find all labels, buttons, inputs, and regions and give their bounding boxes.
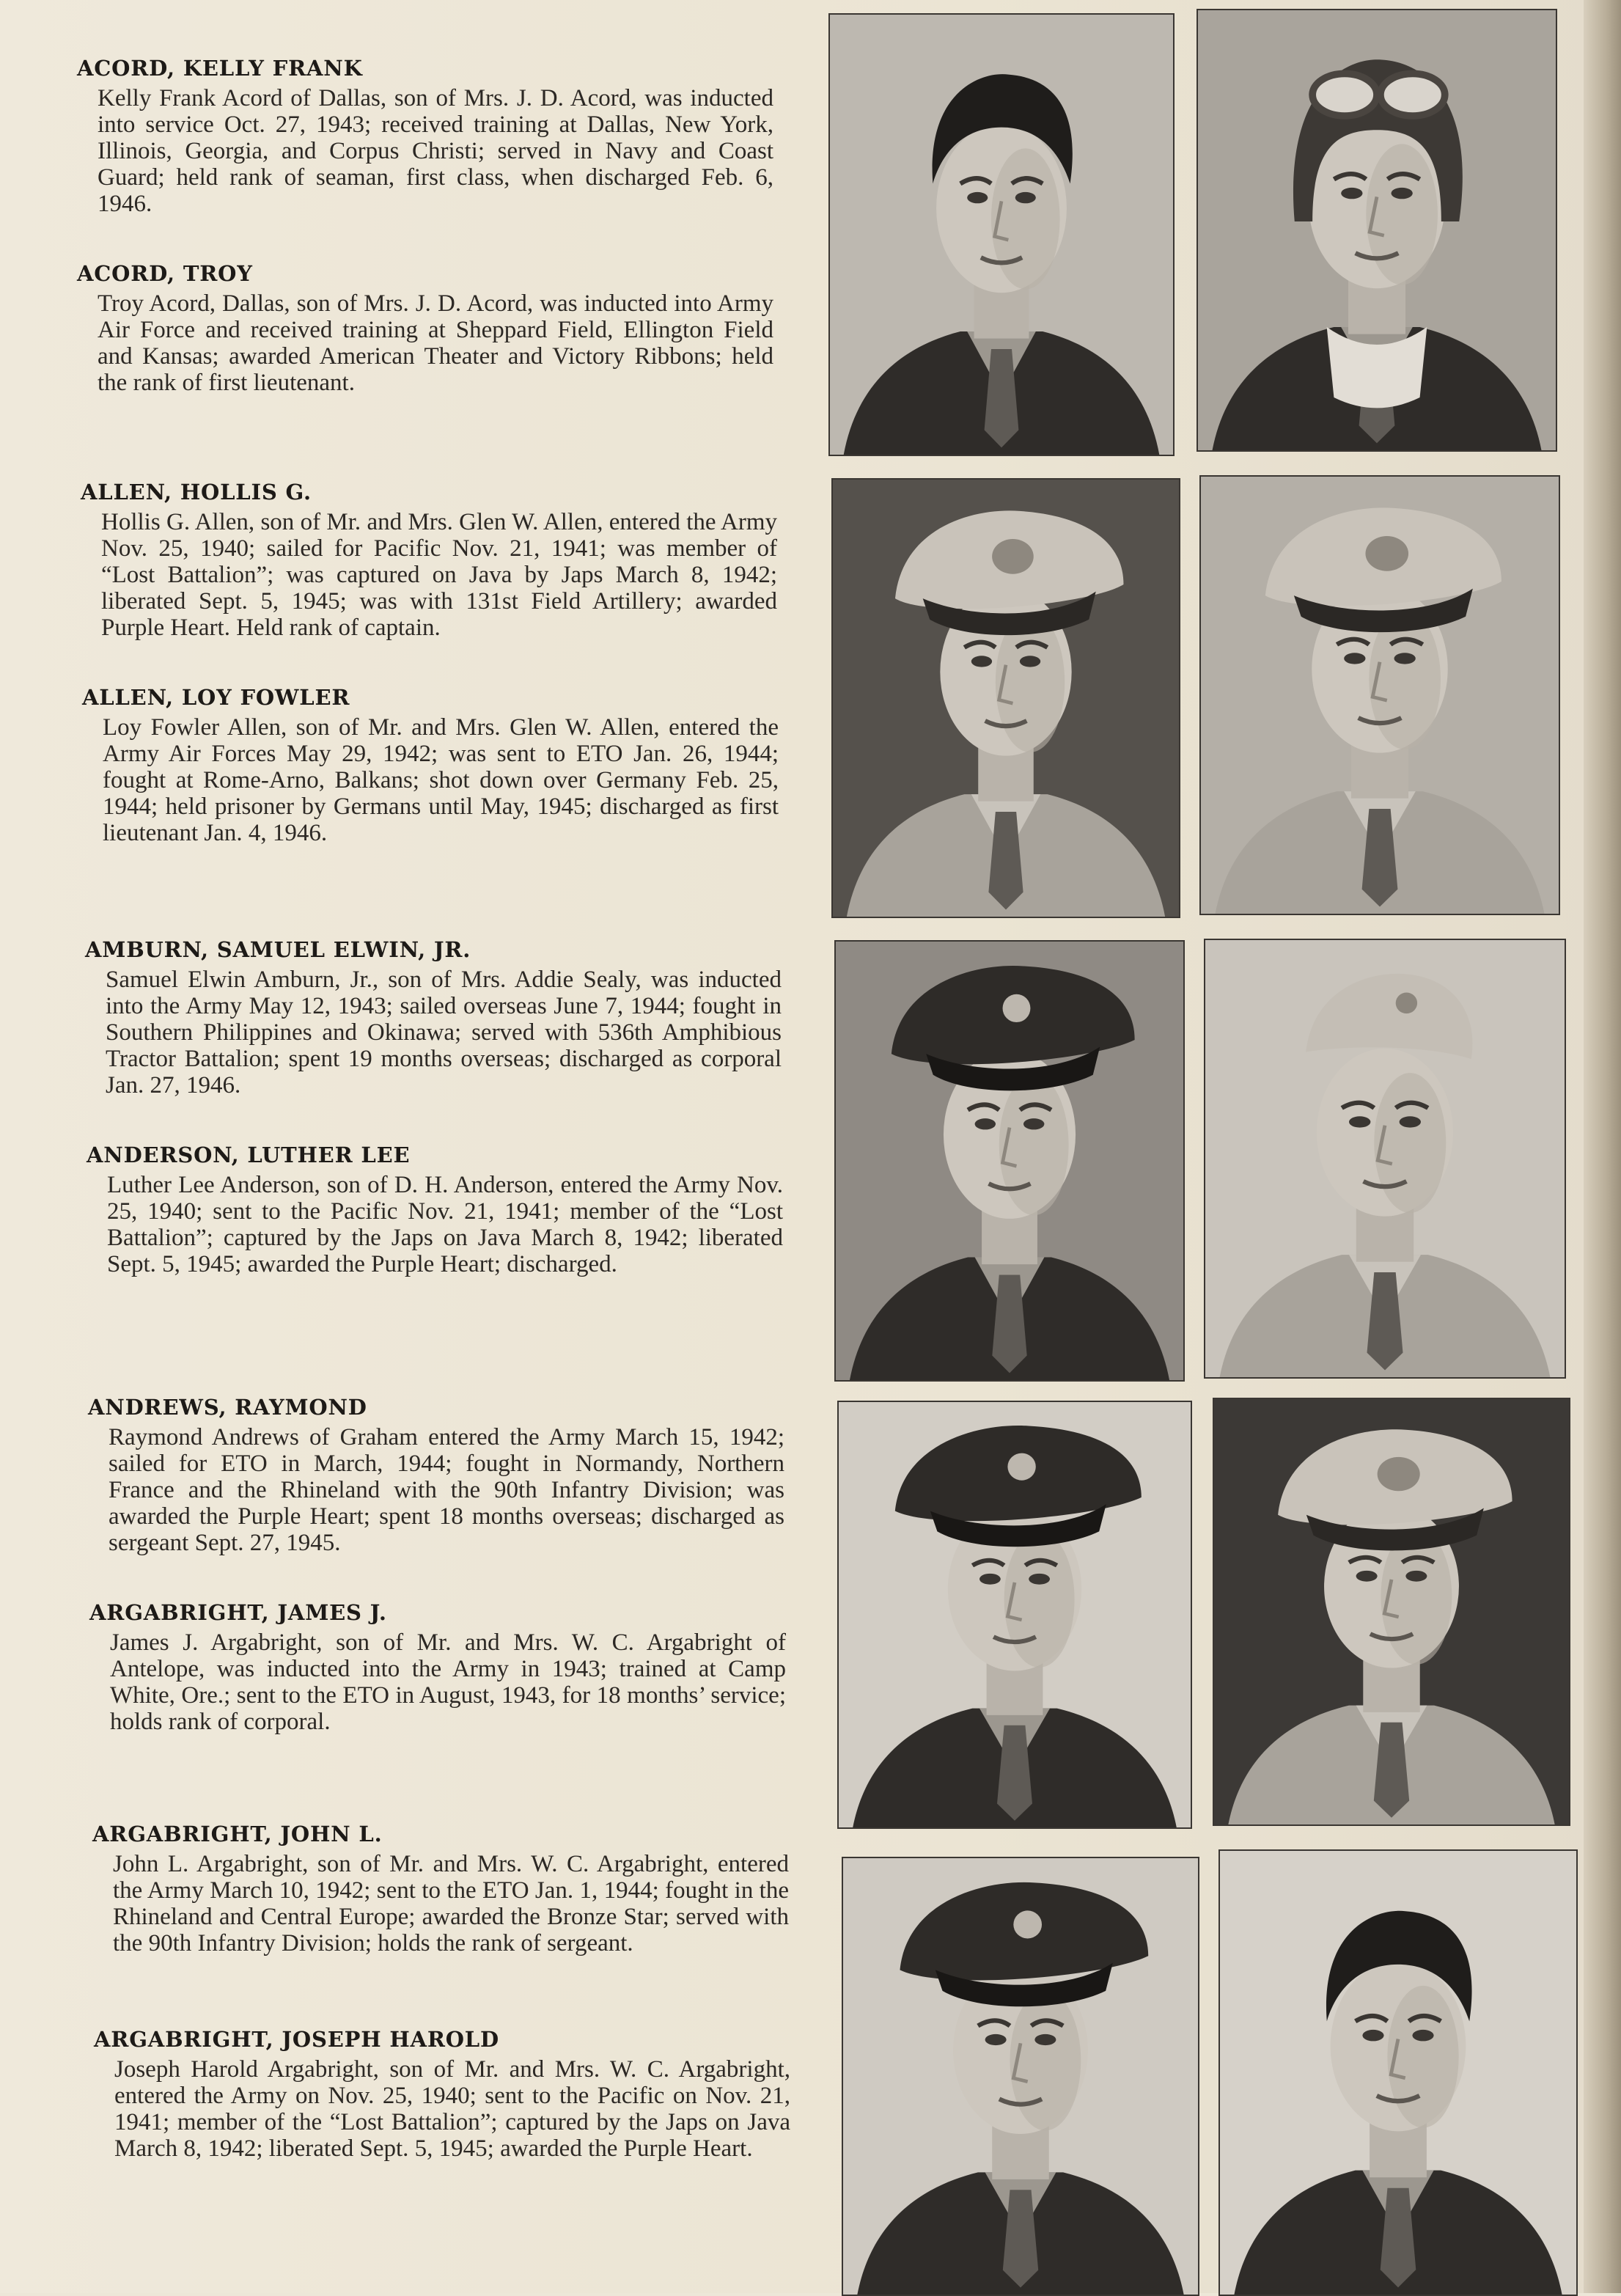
entry-biography: Kelly Frank Acord of Dallas, son of Mrs. J. D. Acord, was inducted into service Oct. 27, 1943; received training at Dallas, New York, Illinois, Georgia, and Corpus Christi; served in Navy and Coast Guard; held rank of seaman, first class, when discharged Feb. 6, 1946. <box>98 85 773 217</box>
portrait-photo <box>1197 9 1557 452</box>
entry-biography: James J. Argabright, son of Mr. and Mrs. W. C. Argabright of Antelope, was inducted into the Army in 1943; trained at Camp White, Ore.; sent to the ETO in August, 1943, for 18 months’ service; holds rank of corporal. <box>110 1629 786 1735</box>
portrait-photo <box>1199 475 1560 915</box>
portrait-photo <box>831 478 1180 918</box>
portrait-image <box>836 942 1183 1380</box>
entry-name: AMBURN, SAMUEL ELWIN, JR. <box>85 937 471 962</box>
entry-argabright-john <box>92 1822 789 1956</box>
entry-name: ANDREWS, RAYMOND <box>88 1395 367 1420</box>
entry-allen-hollis <box>81 480 777 641</box>
portrait-photo <box>1213 1398 1570 1826</box>
entry-argabright-joseph <box>94 2027 790 2162</box>
portrait-photo <box>837 1401 1192 1829</box>
portrait-photo <box>842 1857 1199 2296</box>
portrait-image <box>1205 940 1565 1377</box>
entry-biography: Samuel Elwin Amburn, Jr., son of Mrs. Addie Sealy, was inducted into the Army May 12, 1943; sailed overseas June 7, 1944; fought in Southern Philippines and Okinawa; served with 536th Amphibious Tractor Battalion; spent 19 months overseas; discharged as corporal Jan. 27, 1946. <box>106 967 782 1099</box>
portrait-image <box>1198 10 1556 450</box>
entry-name: ARGABRIGHT, JAMES J. <box>89 1600 387 1625</box>
entry-biography: Loy Fowler Allen, son of Mr. and Mrs. Glen W. Allen, entered the Army Air Forces May 29, 1942; was sent to ETO Jan. 26, 1944; fought at Rome-Arno, Balkans; shot down over Germany Feb. 25, 1944; held prisoner by Germans until May, 1945; discharged as first lieutenant Jan. 4, 1946. <box>103 714 779 846</box>
entry-name: ALLEN, LOY FOWLER <box>82 685 350 710</box>
entry-anderson-luther <box>87 1143 783 1277</box>
entry-biography: Luther Lee Anderson, son of D. H. Anderson, entered the Army Nov. 25, 1940; sent to the Pacific Nov. 21, 1941; member of the “Lost Battalion”; captured by the Japs on Java March 8, 1942; liberated Sept. 5, 1945; awarded the Purple Heart; discharged. <box>107 1172 783 1277</box>
entry-acord-troy <box>77 261 773 396</box>
entry-name: ACORD, KELLY FRANK <box>77 56 363 81</box>
portrait-image <box>1201 477 1559 914</box>
portrait-image <box>1214 1399 1569 1824</box>
entry-name: ARGABRIGHT, JOHN L. <box>92 1822 383 1846</box>
entry-biography: John L. Argabright, son of Mr. and Mrs. W. C. Argabright, entered the Army March 10, 1942; sent to the ETO Jan. 1, 1944; fought in the Rhineland and Central Europe; awarded the Bronze Star; served with the 90th Infantry Division; holds the rank of sergeant. <box>113 1851 789 1956</box>
photo-column <box>821 0 1584 2293</box>
entry-biography: Hollis G. Allen, son of Mr. and Mrs. Glen W. Allen, entered the Army Nov. 25, 1940; sailed for Pacific Nov. 21, 1941; was member of “Lost Battalion”; was captured on Java by Japs March 8, 1942; liberated Sept. 5, 1945; was with 131st Field Artillery; awarded Purple Heart. Held rank of captain. <box>101 509 777 641</box>
portrait-image <box>1220 1851 1576 2295</box>
portrait-photo <box>828 13 1175 456</box>
entry-name: ACORD, TROY <box>77 261 253 286</box>
book-gutter-shadow <box>1584 0 1621 2293</box>
portrait-photo <box>834 940 1185 1382</box>
portrait-photo <box>1218 1849 1578 2296</box>
entry-argabright-james <box>89 1600 786 1735</box>
entry-andrews-raymond <box>88 1395 784 1556</box>
entry-allen-loy-fowler <box>82 685 779 846</box>
entry-amburn-samuel <box>85 937 782 1099</box>
entry-biography: Joseph Harold Argabright, son of Mr. and Mrs. W. C. Argabright, entered the Army on Nov. 25, 1940; sent to the Pacific on Nov. 21, 1941; member of the “Lost Battalion”; captured by the Japs on Java March 8, 1942; liberated Sept. 5, 1945; awarded the Purple Heart. <box>114 2056 790 2162</box>
entry-biography: Troy Acord, Dallas, son of Mrs. J. D. Acord, was inducted into Army Air Force and received training at Sheppard Field, Ellington Field and Kansas; awarded American Theater and Victory Ribbons; held the rank of first lieutenant. <box>98 290 773 396</box>
text-column <box>73 51 790 2281</box>
portrait-image <box>833 480 1179 917</box>
entry-biography: Raymond Andrews of Graham entered the Army March 15, 1942; sailed for ETO in March, 1944; fought in Normandy, Northern France and the Rhineland with the 90th Infantry Division; was awarded the Purple Heart; spent 18 months overseas; discharged as sergeant Sept. 27, 1945. <box>109 1424 784 1556</box>
entry-name: ANDERSON, LUTHER LEE <box>87 1143 411 1167</box>
entry-acord-kelly-frank <box>77 56 773 217</box>
entry-name: ALLEN, HOLLIS G. <box>81 480 312 505</box>
portrait-photo <box>1204 939 1566 1379</box>
portrait-image <box>830 15 1173 455</box>
entry-name: ARGABRIGHT, JOSEPH HAROLD <box>94 2027 499 2052</box>
portrait-image <box>843 1858 1198 2295</box>
portrait-image <box>839 1402 1191 1827</box>
